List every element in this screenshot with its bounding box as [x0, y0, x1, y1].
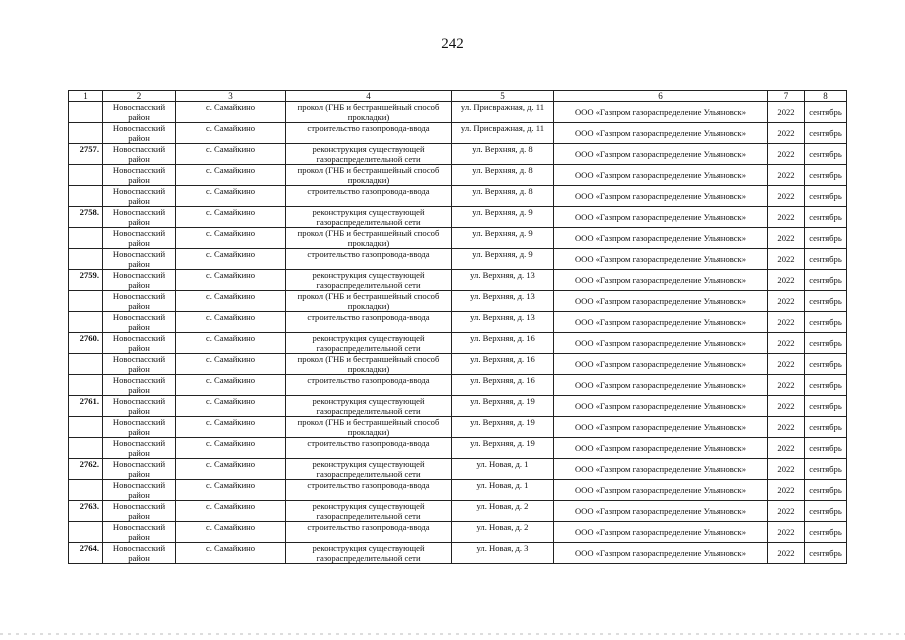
year-cell: 2022 — [768, 228, 805, 249]
row-number-cell: 2758. — [69, 207, 103, 228]
address-cell: ул. Верхняя, д. 9 — [452, 228, 554, 249]
work-type-cell: строительство газопровода-ввода — [286, 123, 452, 144]
work-type-cell: прокол (ГНБ и бестраншейный способ прокладки) — [286, 354, 452, 375]
month-cell: сентябрь — [805, 354, 847, 375]
year-cell: 2022 — [768, 417, 805, 438]
organization-cell: ООО «Газпром газораспределение Ульяновск» — [554, 522, 768, 543]
address-cell: ул. Верхняя, д. 16 — [452, 375, 554, 396]
organization-cell: ООО «Газпром газораспределение Ульяновск» — [554, 354, 768, 375]
table-row — [69, 228, 847, 249]
table-row — [69, 165, 847, 186]
address-cell: ул. Присвражная, д. 11 — [452, 102, 554, 123]
village-cell: с. Самайкино — [176, 102, 286, 123]
work-type-cell: прокол (ГНБ и бестраншейный способ прокладки) — [286, 228, 452, 249]
table-row — [69, 186, 847, 207]
organization-cell: ООО «Газпром газораспределение Ульяновск» — [554, 333, 768, 354]
row-number-cell — [69, 417, 103, 438]
table-row — [69, 249, 847, 270]
year-cell: 2022 — [768, 522, 805, 543]
year-cell: 2022 — [768, 144, 805, 165]
district-cell: Новоспасский район — [103, 312, 176, 333]
table-row — [69, 396, 847, 417]
village-cell: с. Самайкино — [176, 186, 286, 207]
district-cell: Новоспасский район — [103, 291, 176, 312]
page-number: 242 — [441, 36, 464, 52]
year-cell: 2022 — [768, 480, 805, 501]
address-cell: ул. Верхняя, д. 19 — [452, 417, 554, 438]
row-number-cell: 2762. — [69, 459, 103, 480]
district-cell: Новоспасский район — [103, 102, 176, 123]
scan-edge-mark — [0, 628, 905, 640]
year-cell: 2022 — [768, 270, 805, 291]
year-cell: 2022 — [768, 459, 805, 480]
table-row — [69, 501, 847, 522]
organization-cell: ООО «Газпром газораспределение Ульяновск» — [554, 102, 768, 123]
work-type-cell: строительство газопровода-ввода — [286, 186, 452, 207]
address-cell: ул. Верхняя, д. 9 — [452, 207, 554, 228]
organization-cell: ООО «Газпром газораспределение Ульяновск» — [554, 417, 768, 438]
district-cell: Новоспасский район — [103, 396, 176, 417]
table-row — [69, 522, 847, 543]
village-cell: с. Самайкино — [176, 480, 286, 501]
row-number-cell: 2764. — [69, 543, 103, 564]
district-cell: Новоспасский район — [103, 375, 176, 396]
village-cell: с. Самайкино — [176, 438, 286, 459]
row-number-cell: 2757. — [69, 144, 103, 165]
header-cell-3: 3 — [176, 91, 286, 102]
year-cell: 2022 — [768, 207, 805, 228]
district-cell: Новоспасский район — [103, 501, 176, 522]
table-row — [69, 480, 847, 501]
month-cell: сентябрь — [805, 396, 847, 417]
row-number-cell — [69, 438, 103, 459]
district-cell: Новоспасский район — [103, 123, 176, 144]
header-cell-5: 5 — [452, 91, 554, 102]
month-cell: сентябрь — [805, 543, 847, 564]
address-cell: ул. Верхняя, д. 13 — [452, 291, 554, 312]
work-type-cell: реконструкция существующей газораспределительной сети — [286, 501, 452, 522]
work-type-cell: реконструкция существующей газораспределительной сети — [286, 396, 452, 417]
header-cell-7: 7 — [768, 91, 805, 102]
row-number-cell: 2761. — [69, 396, 103, 417]
address-cell: ул. Верхняя, д. 13 — [452, 270, 554, 291]
organization-cell: ООО «Газпром газораспределение Ульяновск» — [554, 207, 768, 228]
month-cell: сентябрь — [805, 186, 847, 207]
address-cell: ул. Новая, д. 1 — [452, 459, 554, 480]
village-cell: с. Самайкино — [176, 417, 286, 438]
month-cell: сентябрь — [805, 333, 847, 354]
month-cell: сентябрь — [805, 102, 847, 123]
village-cell: с. Самайкино — [176, 165, 286, 186]
work-type-cell: строительство газопровода-ввода — [286, 438, 452, 459]
work-type-cell: реконструкция существующей газораспределительной сети — [286, 459, 452, 480]
row-number-cell — [69, 123, 103, 144]
work-type-cell: прокол (ГНБ и бестраншейный способ прокладки) — [286, 102, 452, 123]
organization-cell: ООО «Газпром газораспределение Ульяновск» — [554, 270, 768, 291]
address-cell: ул. Верхняя, д. 8 — [452, 186, 554, 207]
work-type-cell: реконструкция существующей газораспределительной сети — [286, 270, 452, 291]
year-cell: 2022 — [768, 543, 805, 564]
village-cell: с. Самайкино — [176, 333, 286, 354]
table-row — [69, 543, 847, 564]
table-row — [69, 270, 847, 291]
district-cell: Новоспасский район — [103, 543, 176, 564]
address-cell: ул. Верхняя, д. 8 — [452, 144, 554, 165]
month-cell: сентябрь — [805, 207, 847, 228]
row-number-cell — [69, 102, 103, 123]
table-row — [69, 333, 847, 354]
address-cell: ул. Верхняя, д. 9 — [452, 249, 554, 270]
address-cell: ул. Верхняя, д. 13 — [452, 312, 554, 333]
work-type-cell: реконструкция существующей газораспределительной сети — [286, 333, 452, 354]
work-type-cell: прокол (ГНБ и бестраншейный способ прокладки) — [286, 165, 452, 186]
address-cell: ул. Верхняя, д. 19 — [452, 396, 554, 417]
organization-cell: ООО «Газпром газораспределение Ульяновск» — [554, 438, 768, 459]
address-cell: ул. Новая, д. 1 — [452, 480, 554, 501]
year-cell: 2022 — [768, 354, 805, 375]
district-cell: Новоспасский район — [103, 207, 176, 228]
table-row — [69, 291, 847, 312]
work-type-cell: прокол (ГНБ и бестраншейный способ прокладки) — [286, 417, 452, 438]
district-cell: Новоспасский район — [103, 249, 176, 270]
village-cell: с. Самайкино — [176, 459, 286, 480]
village-cell: с. Самайкино — [176, 144, 286, 165]
month-cell: сентябрь — [805, 144, 847, 165]
table-row — [69, 144, 847, 165]
year-cell: 2022 — [768, 291, 805, 312]
header-cell-6: 6 — [554, 91, 768, 102]
village-cell: с. Самайкино — [176, 375, 286, 396]
year-cell: 2022 — [768, 165, 805, 186]
table-body — [69, 102, 847, 564]
address-cell: ул. Присвражная, д. 11 — [452, 123, 554, 144]
header-cell-1: 1 — [69, 91, 103, 102]
table-row — [69, 123, 847, 144]
address-cell: ул. Верхняя, д. 19 — [452, 438, 554, 459]
village-cell: с. Самайкино — [176, 312, 286, 333]
district-cell: Новоспасский район — [103, 165, 176, 186]
work-type-cell: реконструкция существующей газораспределительной сети — [286, 144, 452, 165]
month-cell: сентябрь — [805, 249, 847, 270]
village-cell: с. Самайкино — [176, 501, 286, 522]
year-cell: 2022 — [768, 438, 805, 459]
row-number-cell — [69, 354, 103, 375]
work-type-cell: строительство газопровода-ввода — [286, 249, 452, 270]
month-cell: сентябрь — [805, 165, 847, 186]
organization-cell: ООО «Газпром газораспределение Ульяновск» — [554, 396, 768, 417]
table-row — [69, 312, 847, 333]
work-type-cell: строительство газопровода-ввода — [286, 375, 452, 396]
schedule-table-container — [68, 90, 847, 564]
organization-cell: ООО «Газпром газораспределение Ульяновск» — [554, 186, 768, 207]
district-cell: Новоспасский район — [103, 438, 176, 459]
header-cell-4: 4 — [286, 91, 452, 102]
village-cell: с. Самайкино — [176, 543, 286, 564]
organization-cell: ООО «Газпром газораспределение Ульяновск» — [554, 501, 768, 522]
table-row — [69, 207, 847, 228]
organization-cell: ООО «Газпром газораспределение Ульяновск» — [554, 312, 768, 333]
organization-cell: ООО «Газпром газораспределение Ульяновск» — [554, 543, 768, 564]
village-cell: с. Самайкино — [176, 396, 286, 417]
district-cell: Новоспасский район — [103, 333, 176, 354]
year-cell: 2022 — [768, 123, 805, 144]
year-cell: 2022 — [768, 102, 805, 123]
month-cell: сентябрь — [805, 123, 847, 144]
village-cell: с. Самайкино — [176, 291, 286, 312]
village-cell: с. Самайкино — [176, 207, 286, 228]
village-cell: с. Самайкино — [176, 522, 286, 543]
address-cell: ул. Верхняя, д. 16 — [452, 354, 554, 375]
table-header — [69, 91, 847, 102]
month-cell: сентябрь — [805, 522, 847, 543]
month-cell: сентябрь — [805, 270, 847, 291]
header-row — [69, 91, 847, 102]
year-cell: 2022 — [768, 249, 805, 270]
row-number-cell: 2759. — [69, 270, 103, 291]
address-cell: ул. Новая, д. 2 — [452, 501, 554, 522]
village-cell: с. Самайкино — [176, 354, 286, 375]
work-type-cell: реконструкция существующей газораспределительной сети — [286, 543, 452, 564]
organization-cell: ООО «Газпром газораспределение Ульяновск» — [554, 375, 768, 396]
schedule-table — [68, 90, 847, 564]
row-number-cell — [69, 312, 103, 333]
district-cell: Новоспасский район — [103, 144, 176, 165]
year-cell: 2022 — [768, 375, 805, 396]
village-cell: с. Самайкино — [176, 249, 286, 270]
address-cell: ул. Верхняя, д. 8 — [452, 165, 554, 186]
month-cell: сентябрь — [805, 438, 847, 459]
work-type-cell: прокол (ГНБ и бестраншейный способ прокладки) — [286, 291, 452, 312]
village-cell: с. Самайкино — [176, 270, 286, 291]
month-cell: сентябрь — [805, 417, 847, 438]
district-cell: Новоспасский район — [103, 354, 176, 375]
row-number-cell — [69, 291, 103, 312]
organization-cell: ООО «Газпром газораспределение Ульяновск» — [554, 144, 768, 165]
organization-cell: ООО «Газпром газораспределение Ульяновск» — [554, 291, 768, 312]
row-number-cell — [69, 375, 103, 396]
table-row — [69, 417, 847, 438]
work-type-cell: строительство газопровода-ввода — [286, 480, 452, 501]
district-cell: Новоспасский район — [103, 480, 176, 501]
month-cell: сентябрь — [805, 291, 847, 312]
month-cell: сентябрь — [805, 480, 847, 501]
work-type-cell: реконструкция существующей газораспределительной сети — [286, 207, 452, 228]
table-row — [69, 102, 847, 123]
table-row — [69, 459, 847, 480]
year-cell: 2022 — [768, 501, 805, 522]
table-row — [69, 354, 847, 375]
address-cell: ул. Новая, д. 3 — [452, 543, 554, 564]
organization-cell: ООО «Газпром газораспределение Ульяновск» — [554, 480, 768, 501]
month-cell: сентябрь — [805, 501, 847, 522]
organization-cell: ООО «Газпром газораспределение Ульяновск» — [554, 165, 768, 186]
row-number-cell — [69, 186, 103, 207]
year-cell: 2022 — [768, 186, 805, 207]
month-cell: сентябрь — [805, 375, 847, 396]
organization-cell: ООО «Газпром газораспределение Ульяновск» — [554, 249, 768, 270]
row-number-cell — [69, 249, 103, 270]
district-cell: Новоспасский район — [103, 417, 176, 438]
header-cell-2: 2 — [103, 91, 176, 102]
year-cell: 2022 — [768, 396, 805, 417]
organization-cell: ООО «Газпром газораспределение Ульяновск» — [554, 123, 768, 144]
month-cell: сентябрь — [805, 312, 847, 333]
village-cell: с. Самайкино — [176, 123, 286, 144]
village-cell: с. Самайкино — [176, 228, 286, 249]
year-cell: 2022 — [768, 312, 805, 333]
table-row — [69, 438, 847, 459]
district-cell: Новоспасский район — [103, 270, 176, 291]
organization-cell: ООО «Газпром газораспределение Ульяновск» — [554, 228, 768, 249]
address-cell: ул. Верхняя, д. 16 — [452, 333, 554, 354]
district-cell: Новоспасский район — [103, 186, 176, 207]
month-cell: сентябрь — [805, 228, 847, 249]
row-number-cell: 2763. — [69, 501, 103, 522]
district-cell: Новоспасский район — [103, 522, 176, 543]
year-cell: 2022 — [768, 333, 805, 354]
district-cell: Новоспасский район — [103, 228, 176, 249]
month-cell: сентябрь — [805, 459, 847, 480]
organization-cell: ООО «Газпром газораспределение Ульяновск» — [554, 459, 768, 480]
row-number-cell — [69, 522, 103, 543]
row-number-cell — [69, 165, 103, 186]
header-cell-8: 8 — [805, 91, 847, 102]
table-row — [69, 375, 847, 396]
work-type-cell: строительство газопровода-ввода — [286, 312, 452, 333]
address-cell: ул. Новая, д. 2 — [452, 522, 554, 543]
row-number-cell — [69, 480, 103, 501]
district-cell: Новоспасский район — [103, 459, 176, 480]
work-type-cell: строительство газопровода-ввода — [286, 522, 452, 543]
row-number-cell: 2760. — [69, 333, 103, 354]
row-number-cell — [69, 228, 103, 249]
